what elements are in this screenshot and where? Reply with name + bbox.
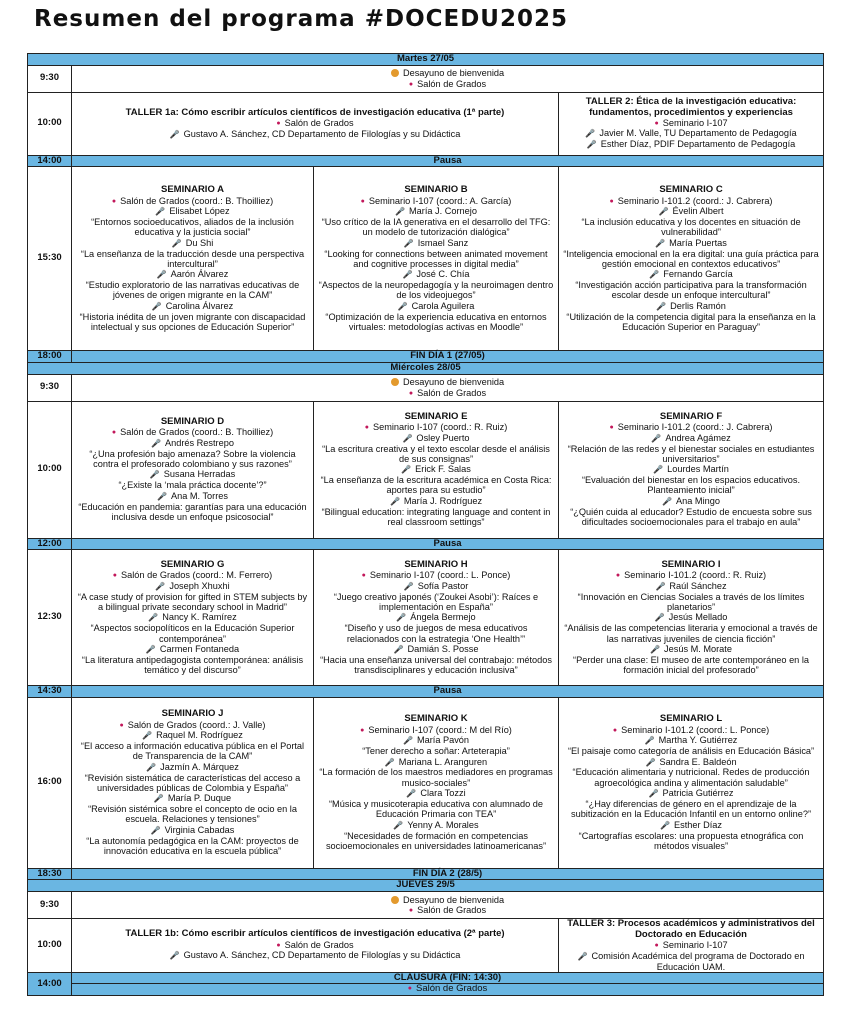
speaker-label: 🎤 Évelin Albert	[559, 206, 823, 217]
seminar-title: SEMINARIO H	[404, 558, 468, 570]
break-row	[28, 538, 824, 550]
workshop-cell	[72, 92, 559, 155]
room-label: ● Salón de Grados	[72, 905, 823, 915]
break-label: Pausa	[72, 686, 824, 698]
page-title: Resumen del programa #DOCEDU2025	[34, 6, 568, 32]
room-label: ● Seminario I-101.2 (coord.: R. Ruiz)	[559, 570, 823, 580]
speaker-label: 🎤 Derlis Ramón	[559, 301, 823, 312]
talk-title: “La escritura creativa y el texto escolar desde el análisis de sus consignas”	[322, 443, 550, 464]
seminar-cell	[314, 167, 559, 351]
talk-title: “Revisión sistémica sobre el concepto de ocio en la escuela. Relaciones y tensiones”	[88, 804, 297, 825]
schedule-row	[28, 167, 824, 351]
day-header-row	[28, 54, 824, 66]
time-cell: 10:00	[28, 401, 72, 538]
speaker-label: 🎤 Virginia Cabadas	[72, 825, 313, 836]
time-cell: 14:30	[28, 686, 72, 698]
talk-title: “Utilización de la competencia digital para la enseñanza en la Educación Superior en Paraguay”	[566, 311, 816, 332]
time-cell: 10:00	[28, 919, 72, 973]
speaker-label: 🎤 Esther Díaz, PDIF Departamento de Pedagogía	[559, 139, 823, 150]
seminar-cell	[314, 550, 559, 686]
seminar-cell	[72, 167, 314, 351]
closing-label: CLAUSURA (FIN: 14:30)	[72, 972, 824, 984]
speaker-label: 🎤 Du Shi	[72, 238, 313, 249]
speaker-label: 🎤 Yenny A. Morales	[314, 820, 558, 831]
seminar-cell	[72, 697, 314, 868]
seminar-title: SEMINARIO C	[659, 184, 723, 196]
talk-title: “¿Quién cuida al educador? Estudio de encuesta sobre sus dificultades socioemocionales para el trabajo en aula”	[570, 506, 812, 527]
talk-title: “Análisis de las competencias literaria y emocional a través de las narrativas juveniles de ciencia ficción”	[564, 623, 818, 644]
speaker-label: 🎤 Raquel M. Rodríguez	[72, 730, 313, 741]
talk-title: “Educación alimentaria y nutricional. Redes de producción agroecológica andina y alimentación saludable”	[572, 767, 810, 788]
schedule-row	[28, 401, 824, 538]
speaker-label: 🎤 Jesús Mellado	[559, 612, 823, 623]
talk-title: “La literatura antipedagogista contemporánea: análisis temático y del discurso”	[81, 654, 304, 676]
breakfast-label: Desayuno de bienvenida	[72, 895, 823, 905]
break-row	[28, 155, 824, 167]
speaker-label: 🎤 María Pavón	[314, 735, 558, 746]
seminar-cell	[72, 550, 314, 686]
day-header-row	[28, 880, 824, 892]
seminar-title: SEMINARIO G	[160, 558, 225, 570]
talk-title: “Bilingual education: integrating language and content in real classroom settings”	[321, 506, 551, 527]
speaker-label: 🎤 Ana Mingo	[559, 496, 823, 507]
seminar-cell	[559, 401, 824, 538]
speaker-label: 🎤 Carmen Fontaneda	[72, 644, 313, 655]
seminar-title: SEMINARIO F	[659, 410, 723, 422]
talk-title: “A case study of provision for gifted in STEM subjects by a bilingual private secondary school in Madrid”	[77, 591, 308, 613]
room-label: ● Seminario I-107 (coord.: R. Ruiz)	[314, 422, 558, 432]
talk-title: “La formación de los maestros mediadores en programas musico-sociales”	[319, 767, 553, 788]
talk-title: “Revisión sistemática de características del acceso a universidades públicas de Colombia y España”	[84, 772, 301, 793]
speaker-label: 🎤 Martha Y. Gutiérrez	[559, 735, 823, 746]
room-label: ● Salón de Grados (coord.: B. Thoilliez)	[72, 196, 313, 206]
seminar-title: SEMINARIO K	[404, 713, 468, 725]
room-label: ● Salón de Grados (coord.: J. Valle)	[72, 720, 313, 730]
talk-title: “Aspectos de la neuropedagogía y la neuroimagen dentro de los videojuegos”	[318, 280, 554, 301]
time-cell: 10:00	[28, 92, 72, 155]
room-label: ● Salón de Grados	[72, 940, 558, 950]
room-label: ● Seminario I-107 (coord.: L. Ponce)	[314, 570, 558, 580]
day-header: Miércoles 28/05	[28, 362, 824, 374]
speaker-label: 🎤 Damián S. Posse	[314, 644, 558, 655]
room-label: ● Salón de Grados	[72, 79, 823, 89]
speaker-label: 🎤 Ana M. Torres	[72, 491, 313, 502]
workshop-title: TALLER 2: Ética de la investigación educativa: fundamentos, procedimientos y experiencias	[585, 95, 797, 118]
speaker-label: 🎤 Andrés Restrepo	[72, 438, 313, 449]
speaker-label: 🎤 Joseph Xhuxhi	[72, 581, 313, 592]
talk-title: “Looking for connections between animated movement and cognitive processes in digital media”	[324, 248, 548, 269]
talk-title: “Evaluación del bienestar en los espacios educativos. Planteamiento inicial”	[581, 475, 801, 496]
speaker-label: 🎤 Clara Tozzi	[314, 788, 558, 799]
speaker-label: 🎤 Raúl Sánchez	[559, 581, 823, 592]
talk-title: “¿Una profesión bajo amenaza? Sobre la violencia contra el profesorado colombiano y sus razones”	[89, 448, 296, 470]
seminar-cell	[72, 401, 314, 538]
room-label: ● Seminario I-107 (coord.: A. García)	[314, 196, 558, 206]
closing-room-row	[28, 984, 824, 996]
talk-title: “Diseño y uso de juegos de mesa educativos relacionados con la estrategia ‘One Health’”	[344, 623, 528, 644]
speaker-label: 🎤 José C. Chía	[314, 269, 558, 280]
workshop-title: TALLER 3: Procesos académicos y administrativos del Doctorado en Educación	[567, 918, 815, 940]
time-cell: 12:30	[28, 550, 72, 686]
schedule-row	[28, 65, 824, 92]
break-label: Pausa	[72, 155, 824, 167]
talk-title: “Historia inédita de un joven migrante con discapacidad intelectual y sus opciones de Educación Superior”	[79, 311, 306, 332]
schedule-row	[28, 550, 824, 686]
seminar-cell	[559, 167, 824, 351]
seminar-title: SEMINARIO B	[404, 184, 468, 196]
breakfast-cell	[72, 65, 824, 92]
day-header: Martes 27/05	[28, 54, 824, 66]
room-label: ● Seminario I-107 (coord.: M del Río)	[314, 725, 558, 735]
speaker-label: 🎤 Ángela Bermejo	[314, 612, 558, 623]
seminar-title: SEMINARIO L	[659, 713, 723, 725]
speaker-label: 🎤 María J. Cornejo	[314, 206, 558, 217]
talk-title: “Investigación acción participativa para la transformación escolar desde un enfoque intercultural”	[575, 280, 807, 301]
room-label: ● Salón de Grados	[408, 983, 488, 994]
breakfast-cell	[72, 374, 824, 401]
speaker-label: 🎤 Lourdes Martín	[559, 464, 823, 475]
seminar-title: SEMINARIO J	[161, 708, 224, 720]
time-cell: 9:30	[28, 892, 72, 919]
schedule-row	[28, 892, 824, 919]
room-label: ● Salón de Grados (coord.: B. Thoilliez)	[72, 427, 313, 437]
speaker-label: 🎤 Javier M. Valle, TU Departamento de Pedagogía	[559, 128, 823, 139]
workshop-cell	[559, 919, 824, 973]
speaker-label: 🎤 Nancy K. Ramírez	[72, 612, 313, 623]
talk-title: “Uso crítico de la IA generativa en el desarrollo del TFG: un modelo de tutorización dialógica”	[321, 217, 551, 238]
speaker-label: 🎤 Comisión Académica del programa de Doctorado en Educación UAM.	[559, 951, 823, 972]
speaker-label: 🎤 Aarón Álvarez	[72, 269, 313, 280]
talk-title: “El acceso a información educativa pública en el Portal de Transparencia de la CAM”	[80, 741, 305, 762]
breakfast-cell	[72, 892, 824, 919]
talk-title: “Juego creativo japonés (‘Zoukei Asobi’): Raíces e implementación en España”	[333, 591, 539, 613]
speaker-label: 🎤 Sofía Pastor	[314, 581, 558, 592]
talk-title: “La inclusión educativa y los docentes en situación de vulnerabilidad”	[581, 217, 801, 238]
talk-title: “Relación de las redes y el bienestar sociales en estudiantes universitarios”	[567, 443, 815, 464]
day-end-row	[28, 868, 824, 880]
time-cell: 14:00	[28, 155, 72, 167]
time-cell: 18:30	[28, 868, 72, 880]
closing-row	[28, 972, 824, 984]
schedule-row	[28, 919, 824, 973]
time-cell: 9:30	[28, 374, 72, 401]
day-header-row	[28, 362, 824, 374]
schedule-row	[28, 92, 824, 155]
workshop-cell	[72, 919, 559, 973]
speaker-label: 🎤 Jazmín A. Márquez	[72, 762, 313, 773]
break-label: Pausa	[72, 538, 824, 550]
talk-title: “Música y musicoterapia educativa con alumnado de Educación Primaria con TEA”	[329, 799, 543, 820]
day-end-label: FIN DÍA 1 (27/05)	[72, 351, 824, 363]
workshop-cell	[559, 92, 824, 155]
talk-title: “Cartografías escolares: una propuesta etnográfica con métodos visuales”	[578, 830, 804, 851]
room-label: ● Salón de Grados	[72, 388, 823, 398]
breakfast-label: Desayuno de bienvenida	[72, 377, 823, 387]
speaker-label: 🎤 Andrea Agámez	[559, 433, 823, 444]
speaker-label: 🎤 Gustavo A. Sánchez, CD Departamento de Filologías y su Didáctica	[72, 950, 558, 961]
room-label: ● Seminario I-101.2 (coord.: J. Cabrera)	[559, 422, 823, 432]
schedule-row	[28, 374, 824, 401]
seminar-title: SEMINARIO D	[160, 415, 225, 427]
breakfast-label: Desayuno de bienvenida	[72, 68, 823, 78]
day-header: JUEVES 29/5	[28, 880, 824, 892]
speaker-label: 🎤 Carola Aguilera	[314, 301, 558, 312]
talk-title: “Optimización de la experiencia educativa en entornos virtuales: metodologías activas en Moodle”	[325, 311, 547, 332]
seminar-title: SEMINARIO I	[661, 558, 721, 570]
speaker-label: 🎤 María Puertas	[559, 238, 823, 249]
speaker-label: 🎤 Jesús M. Morate	[559, 644, 823, 655]
speaker-label: 🎤 Carolina Álvarez	[72, 301, 313, 312]
talk-title: “La enseñanza de la escritura académica en Costa Rica: aportes para su estudio”	[320, 475, 552, 496]
speaker-label: 🎤 María P. Duque	[72, 793, 313, 804]
speaker-label: 🎤 Mariana L. Aranguren	[314, 757, 558, 768]
speaker-label: 🎤 María J. Rodríguez	[314, 496, 558, 507]
talk-title: “Innovación en Ciencias Sociales a través de los límites planetarios”	[577, 591, 805, 613]
time-cell: 12:00	[28, 538, 72, 550]
seminar-cell	[559, 697, 824, 868]
day-end-label: FIN DÍA 2 (28/5)	[72, 868, 824, 880]
seminar-cell	[314, 697, 559, 868]
time-cell: 15:30	[28, 167, 72, 351]
room-label: ● Seminario I-101.2 (coord.: L. Ponce)	[559, 725, 823, 735]
time-cell: 18:00	[28, 351, 72, 363]
talk-title: “¿Hay diferencias de género en el aprendizaje de la subitización en la Educación Infantil en un entorno online?”	[570, 799, 812, 820]
speaker-label: 🎤 Gustavo A. Sánchez, CD Departamento de Filologías y su Didáctica	[72, 129, 558, 140]
program-table	[27, 53, 824, 996]
talk-title: “Estudio exploratorio de las narrativas educativas de jóvenes de origen migrante en la CAM”	[85, 280, 300, 301]
seminar-title: SEMINARIO A	[161, 184, 224, 196]
talk-title: “Hacia una enseñanza universal del contrabajo: métodos transdisciplinares y educación inclusiva”	[320, 654, 552, 676]
talk-title: “Necesidades de formación en competencias socioemocionales en universidades latinoamericanas”	[325, 830, 547, 851]
seminar-cell	[314, 401, 559, 538]
talk-title: “¿Existe la ‘mala práctica docente’?”	[118, 480, 267, 491]
schedule-row	[28, 697, 824, 868]
speaker-label: 🎤 Fernando García	[559, 269, 823, 280]
room-label: ● Seminario I-107	[559, 940, 823, 950]
talk-title: “Entornos socioeducativos, aliados de la inclusión educativa y la justicia social”	[91, 217, 294, 238]
room-label: ● Salón de Grados (coord.: M. Ferrero)	[72, 570, 313, 580]
speaker-label: 🎤 Patricia Gutiérrez	[559, 788, 823, 799]
seminar-title: SEMINARIO E	[404, 410, 468, 422]
talk-title: “Educación en pandemia: garantías para una educación inclusiva desde un enfoque psicosocial”	[78, 501, 307, 522]
talk-title: “Aspectos sociopolíticos en la Educación Superior contemporánea”	[90, 623, 295, 644]
talk-title: “La autonomía pedagógica en la CAM: proyectos de innovación educativa en la escuela pública”	[86, 835, 299, 856]
workshop-title: TALLER 1a: Cómo escribir artículos científicos de investigación educativa (1ª parte)	[125, 106, 505, 118]
room-label: ● Salón de Grados	[72, 118, 558, 128]
speaker-label: 🎤 Sandra E. Baldeón	[559, 757, 823, 768]
time-cell: 14:00	[28, 972, 72, 995]
workshop-title: TALLER 1b: Cómo escribir artículos científicos de investigación educativa (2ª parte)	[125, 928, 505, 940]
room-label: ● Seminario I-107	[559, 118, 823, 128]
day-end-row	[28, 351, 824, 363]
talk-title: “Tener derecho a soñar: Arteterapia”	[362, 746, 510, 757]
speaker-label: 🎤 Osley Puerto	[314, 433, 558, 444]
speaker-label: 🎤 Elisabet López	[72, 206, 313, 217]
speaker-label: 🎤 Ismael Sanz	[314, 238, 558, 249]
break-row	[28, 686, 824, 698]
talk-title: “Inteligencia emocional en la era digital: una guía práctica para gestión emocional en contextos educativos”	[563, 248, 819, 269]
speaker-label: 🎤 Erick F. Salas	[314, 464, 558, 475]
seminar-cell	[559, 550, 824, 686]
speaker-label: 🎤 Susana Herradas	[72, 469, 313, 480]
room-label: ● Seminario I-101.2 (coord.: J. Cabrera)	[559, 196, 823, 206]
talk-title: “Perder una clase: El museo de arte contemporáneo en la formación inicial del profesorado”	[573, 654, 809, 676]
closing-room-cell	[72, 984, 824, 996]
talk-title: “La enseñanza de la traducción desde una perspectiva intercultural”	[80, 248, 305, 269]
time-cell: 16:00	[28, 697, 72, 868]
speaker-label: 🎤 Esther Díaz	[559, 820, 823, 831]
time-cell: 9:30	[28, 65, 72, 92]
talk-title: “El paisaje como categoría de análisis en Educación Básica”	[567, 746, 815, 757]
